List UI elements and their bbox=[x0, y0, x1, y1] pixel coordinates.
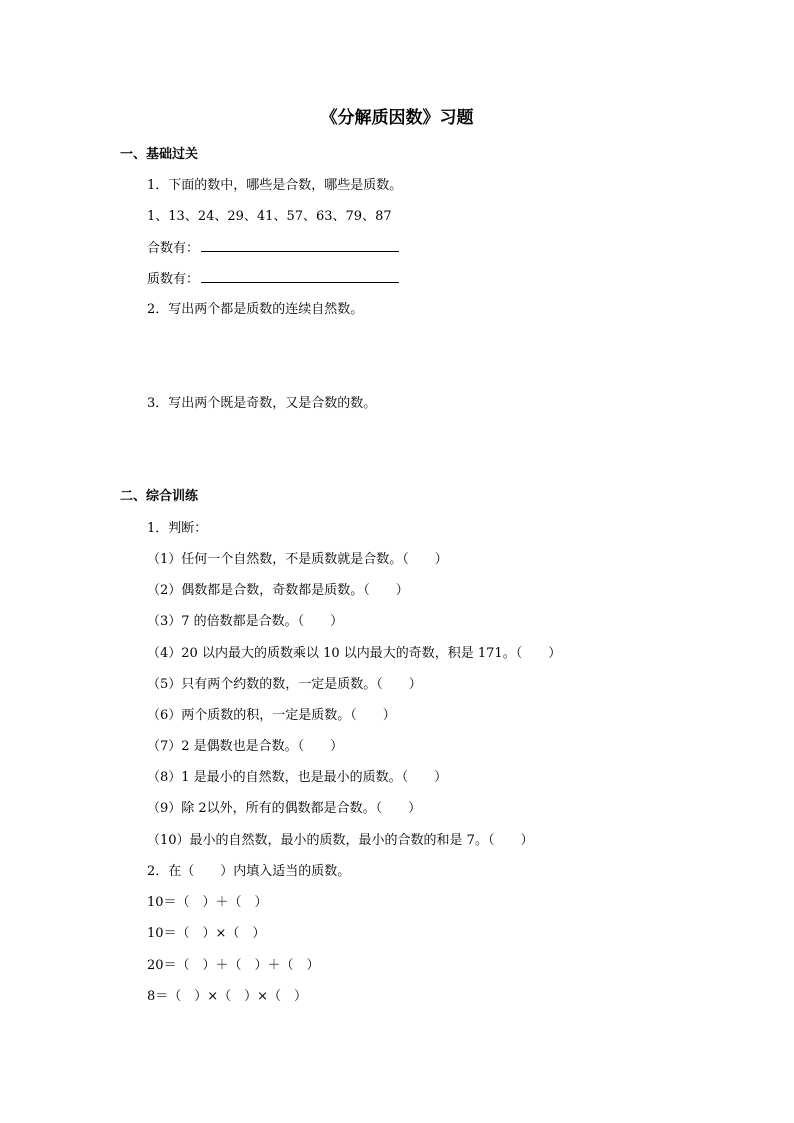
question-2-text: 2．写出两个都是质数的连续自然数。 bbox=[147, 302, 364, 317]
judgement-item: （1）任何一个自然数，不是质数就是合数。（ ） bbox=[147, 552, 448, 567]
section-heading-comprehensive: 二、综合训练 bbox=[120, 489, 199, 504]
judgement-item: （5）只有两个约数的数，一定是质数。（ ） bbox=[147, 677, 422, 692]
judgement-item: （2）偶数都是合数，奇数都是质数。（ ） bbox=[147, 583, 409, 598]
equation-row: 8＝（ ）×（ ）×（ ） bbox=[147, 989, 308, 1004]
question-1-text: 1．下面的数中，哪些是合数，哪些是质数。 bbox=[147, 178, 403, 193]
equation-row: 10＝（ ）＋（ ） bbox=[147, 895, 268, 910]
equation-row: 20＝（ ）＋（ ）＋（ ） bbox=[147, 958, 320, 973]
question-3-text: 3．写出两个既是奇数，又是合数的数。 bbox=[147, 396, 377, 411]
judgement-item: （7）2 是偶数也是合数。（ ） bbox=[147, 739, 344, 754]
judgement-question-text: 1．判断： bbox=[147, 521, 208, 536]
section-heading-basic: 一、基础过关 bbox=[120, 147, 199, 162]
prime-answer-row bbox=[147, 270, 399, 289]
fill-prime-question-text: 2．在（ ）内填入适当的质数。 bbox=[147, 864, 351, 879]
judgement-item: （6）两个质数的积，一定是质数。（ ） bbox=[147, 708, 396, 723]
question-1-numbers: 1、13、24、29、41、57、63、79、87 bbox=[147, 209, 392, 224]
composite-answer-row bbox=[147, 239, 399, 258]
page-title: 《分解质因数》习题 bbox=[320, 108, 474, 128]
judgement-item: （3）7 的倍数都是合数。（ ） bbox=[147, 614, 344, 629]
prime-answer-blank[interactable] bbox=[201, 270, 399, 283]
judgement-item: （9）除 2以外，所有的偶数都是合数。（ ） bbox=[147, 801, 422, 816]
composite-answer-blank[interactable] bbox=[201, 239, 399, 252]
prime-label: 质数有： bbox=[147, 272, 200, 287]
equation-row: 10＝（ ）×（ ） bbox=[147, 926, 266, 941]
judgement-item: （4）20 以内最大的质数乘以 10 以内最大的奇数，积是 171。（ ） bbox=[147, 646, 562, 661]
judgement-item: （10）最小的自然数，最小的质数，最小的合数的和是 7。（ ） bbox=[147, 833, 534, 848]
composite-label: 合数有： bbox=[147, 241, 200, 256]
judgement-item: （8）1 是最小的自然数，也是最小的质数。（ ） bbox=[147, 770, 448, 785]
